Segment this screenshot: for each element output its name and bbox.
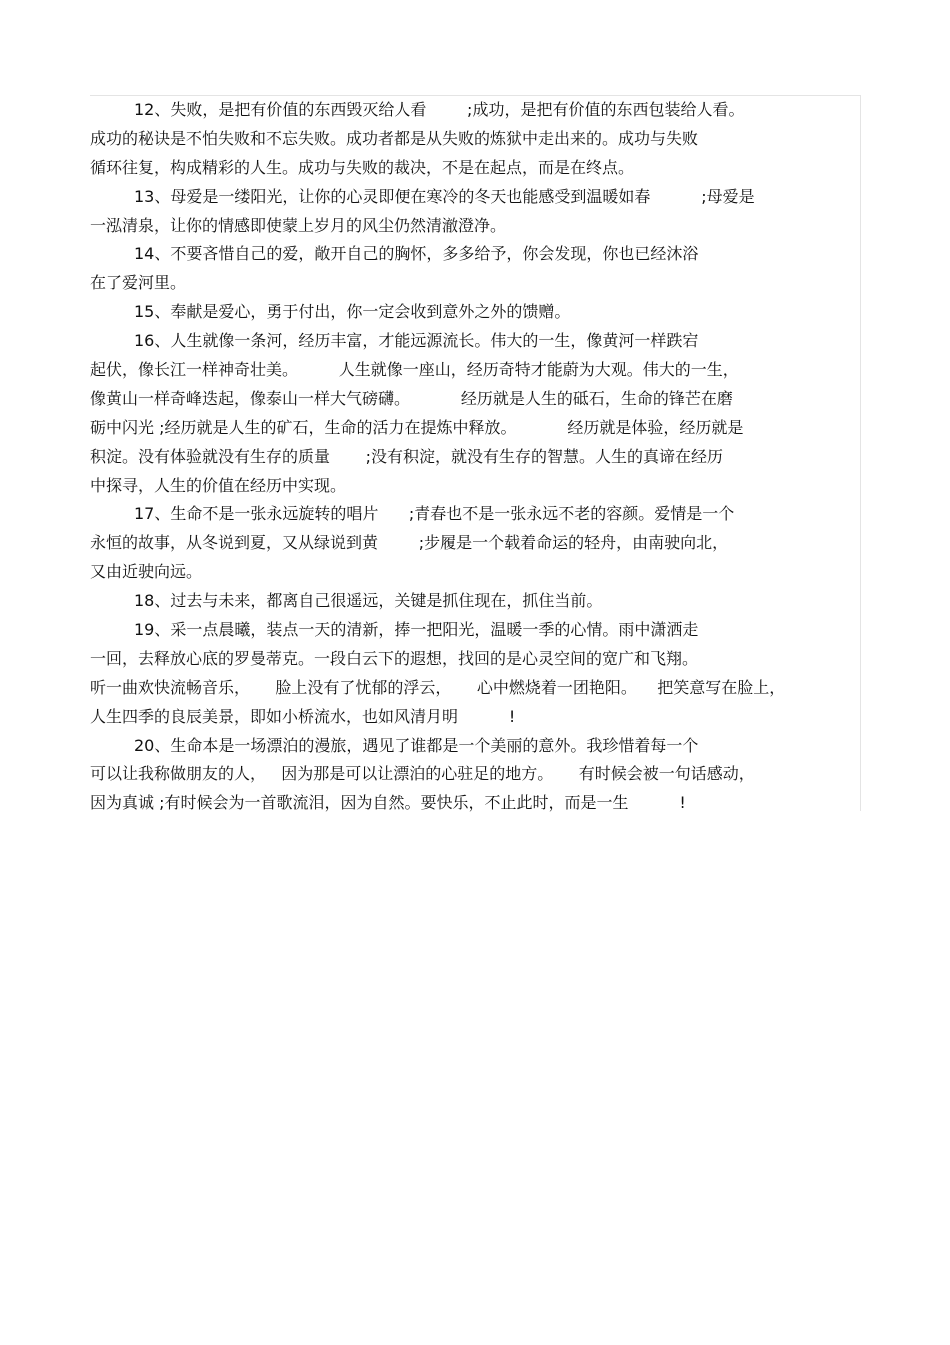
paragraph-first-line: 16、人生就像一条河，经历丰富，才能远源流长。伟大的一生，像黄河一样跌宕 <box>134 331 699 351</box>
paragraph-line: 中探寻，人生的价值在经历中实现。 <box>90 475 347 495</box>
document-body <box>90 96 870 818</box>
paragraph-line: 砺中闪光 ;经历就是人生的矿石，生命的活力在提炼中释放。 经历就是体验，经历就是 <box>90 417 744 437</box>
paragraph-line: 听一曲欢快流畅音乐， 脸上没有了忧郁的浮云， 心中燃烧着一团艳阳。 把笑意写在脸上， <box>90 677 786 697</box>
paragraph-line: 像黄山一样奇峰迭起，像泰山一样大气磅礴。 经历就是人生的砥石，生命的锋芒在磨 <box>90 388 733 408</box>
paragraph-first-line: 15、奉献是爱心，勇于付出，你一定会收到意外之外的馈赠。 <box>134 302 571 322</box>
paragraph-line: 成功的秘诀是不怕失败和不忘失败。成功者都是从失败的炼狱中走出来的。成功与失败 <box>90 128 699 148</box>
paragraph-first-line: 17、生命不是一张永远旋转的唱片 ;青春也不是一张永远不老的容颜。爱情是一个 <box>134 504 735 524</box>
paragraph-line: 因为真诚 ;有时候会为一首歌流泪，因为自然。要快乐，不止此时，而是一生 ! <box>90 793 686 813</box>
paragraph-first-line: 14、不要吝惜自己的爱，敞开自己的胸怀，多多给予，你会发现，你也已经沐浴 <box>134 244 699 264</box>
paragraph-line: 在了爱河里。 <box>90 273 187 293</box>
paragraph-first-line: 20、生命本是一场漂泊的漫旅，遇见了谁都是一个美丽的意外。我珍惜着每一个 <box>134 735 699 755</box>
paragraph-line: 循环往复，构成精彩的人生。成功与失败的裁决，不是在起点，而是在终点。 <box>90 157 635 177</box>
paragraph-line: 起伏，像长江一样神奇壮美。 人生就像一座山，经历奇特才能蔚为大观。伟大的一生， <box>90 360 739 380</box>
paragraph-line: 一回，去释放心底的罗曼蒂克。一段白云下的遐想，找回的是心灵空间的宽广和飞翔。 <box>90 648 699 668</box>
paragraph-first-line: 18、过去与未来，都离自己很遥远，关键是抓住现在，抓住当前。 <box>134 591 603 611</box>
paragraph-first-line: 13、母爱是一缕阳光，让你的心灵即便在寒冷的冬天也能感受到温暖如春 ;母爱是 <box>134 186 755 206</box>
paragraph-line: 人生四季的良辰美景，即如小桥流水，也如风清月明 ! <box>90 706 516 726</box>
paragraph-line: 永恒的故事，从冬说到夏，又从绿说到黄 ;步履是一个载着命运的轻舟，由南驶向北， <box>90 533 729 553</box>
paragraph-line: 积淀。没有体验就没有生存的质量 ;没有积淀，就没有生存的智慧。人生的真谛在经历 <box>90 446 723 466</box>
paragraph-first-line: 19、采一点晨曦，装点一天的清新，捧一把阳光，温暖一季的心情。雨中潇洒走 <box>134 620 699 640</box>
paragraph-first-line: 12、失败，是把有价值的东西毁灭给人看 ;成功，是把有价值的东西包装给人看。 <box>134 100 745 119</box>
paragraph-line: 一泓清泉，让你的情感即使蒙上岁月的风尘仍然清澈澄净。 <box>90 215 507 235</box>
paragraph-line: 可以让我称做朋友的人， 因为那是可以让漂泊的心驻足的地方。 有时候会被一句话感动， <box>90 764 755 784</box>
paragraph-line: 又由近驶向远。 <box>90 562 203 582</box>
